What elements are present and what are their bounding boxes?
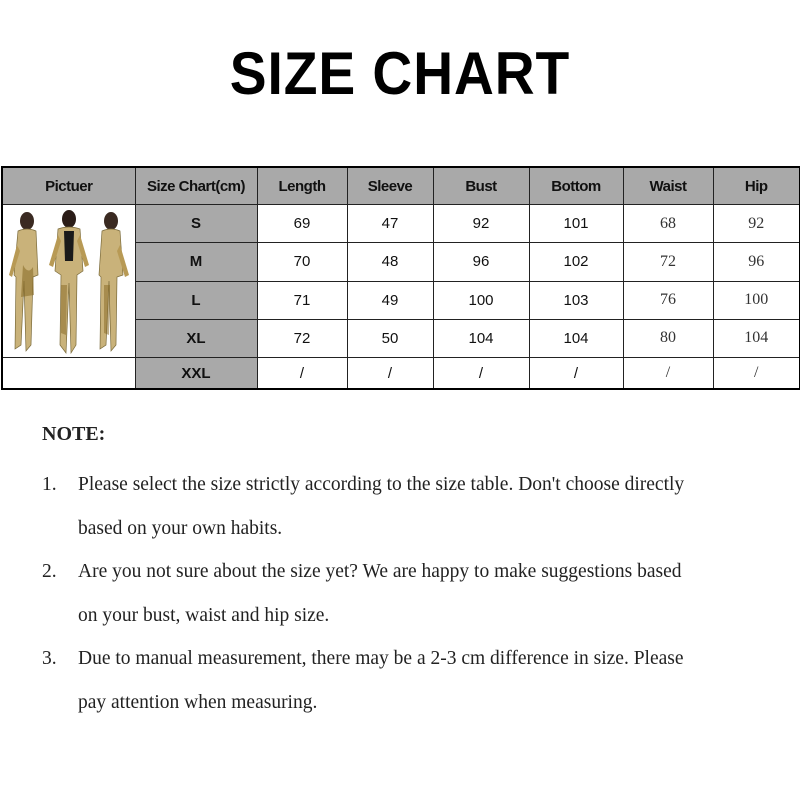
- table-header-row: [2, 167, 800, 205]
- notes-title: NOTE:: [42, 423, 106, 445]
- note-number: 1.: [42, 474, 57, 495]
- cell-length: 72: [257, 319, 347, 357]
- note-item-2: [42, 550, 782, 637]
- cell-bottom: 104: [529, 319, 623, 357]
- cell-bottom: 102: [529, 243, 623, 281]
- product-photo: [2, 205, 135, 358]
- cell-length: 71: [257, 281, 347, 319]
- cell-sleeve: 48: [347, 243, 433, 281]
- size-chart-table: [1, 166, 800, 390]
- cell-bottom: /: [529, 358, 623, 390]
- cell-bust: 100: [433, 281, 529, 319]
- cell-hip: 104: [713, 319, 800, 357]
- note-line: pay attention when measuring.: [78, 691, 318, 713]
- note-item-1: [42, 463, 782, 550]
- size-label-xxl: XXL: [135, 358, 257, 390]
- cell-sleeve: 50: [347, 319, 433, 357]
- note-line: Please select the size strictly according to the size table. Don't choose directly: [78, 474, 685, 495]
- note-number: 3.: [42, 648, 57, 669]
- cell-waist: /: [623, 358, 713, 390]
- cell-length: 70: [257, 243, 347, 281]
- cell-sleeve: /: [347, 358, 433, 390]
- note-line: based on your own habits.: [78, 517, 283, 539]
- size-label-l: L: [135, 281, 257, 319]
- cell-hip: /: [713, 358, 800, 390]
- header-hip: Hip: [713, 167, 800, 205]
- header-sleeve: Sleeve: [347, 167, 433, 205]
- size-label-xl: XL: [135, 319, 257, 357]
- table-row: [2, 358, 800, 390]
- cell-bust: /: [433, 358, 529, 390]
- note-line: Due to manual measurement, there may be a 2-3 cm difference in size. Please: [78, 648, 684, 669]
- cell-length: /: [257, 358, 347, 390]
- cell-hip: 96: [713, 243, 800, 281]
- picture-blank-cell: [2, 358, 135, 390]
- size-label-s: S: [135, 205, 257, 243]
- cell-waist: 68: [623, 205, 713, 243]
- page-title: SIZE CHART: [229, 40, 571, 107]
- cell-hip: 100: [713, 281, 800, 319]
- cell-sleeve: 47: [347, 205, 433, 243]
- header-bust: Bust: [433, 167, 529, 205]
- cell-bust: 92: [433, 205, 529, 243]
- header-waist: Waist: [623, 167, 713, 205]
- notes-section: [42, 418, 782, 724]
- cell-length: 69: [257, 205, 347, 243]
- header-length: Length: [257, 167, 347, 205]
- cell-waist: 72: [623, 243, 713, 281]
- model-outfit-image: [3, 205, 135, 357]
- cell-bust: 96: [433, 243, 529, 281]
- cell-waist: 80: [623, 319, 713, 357]
- header-picture: Pictuer: [2, 167, 135, 205]
- cell-bust: 104: [433, 319, 529, 357]
- cell-hip: 92: [713, 205, 800, 243]
- size-label-m: M: [135, 243, 257, 281]
- table-row: [2, 205, 800, 243]
- header-bottom: Bottom: [529, 167, 623, 205]
- cell-waist: 76: [623, 281, 713, 319]
- note-item-3: [42, 637, 782, 724]
- cell-bottom: 101: [529, 205, 623, 243]
- note-line: on your bust, waist and hip size.: [78, 604, 330, 626]
- note-number: 2.: [42, 561, 57, 582]
- cell-bottom: 103: [529, 281, 623, 319]
- cell-sleeve: 49: [347, 281, 433, 319]
- header-size: Size Chart(cm): [135, 167, 257, 205]
- note-line: Are you not sure about the size yet? We are happy to make suggestions based: [78, 561, 682, 582]
